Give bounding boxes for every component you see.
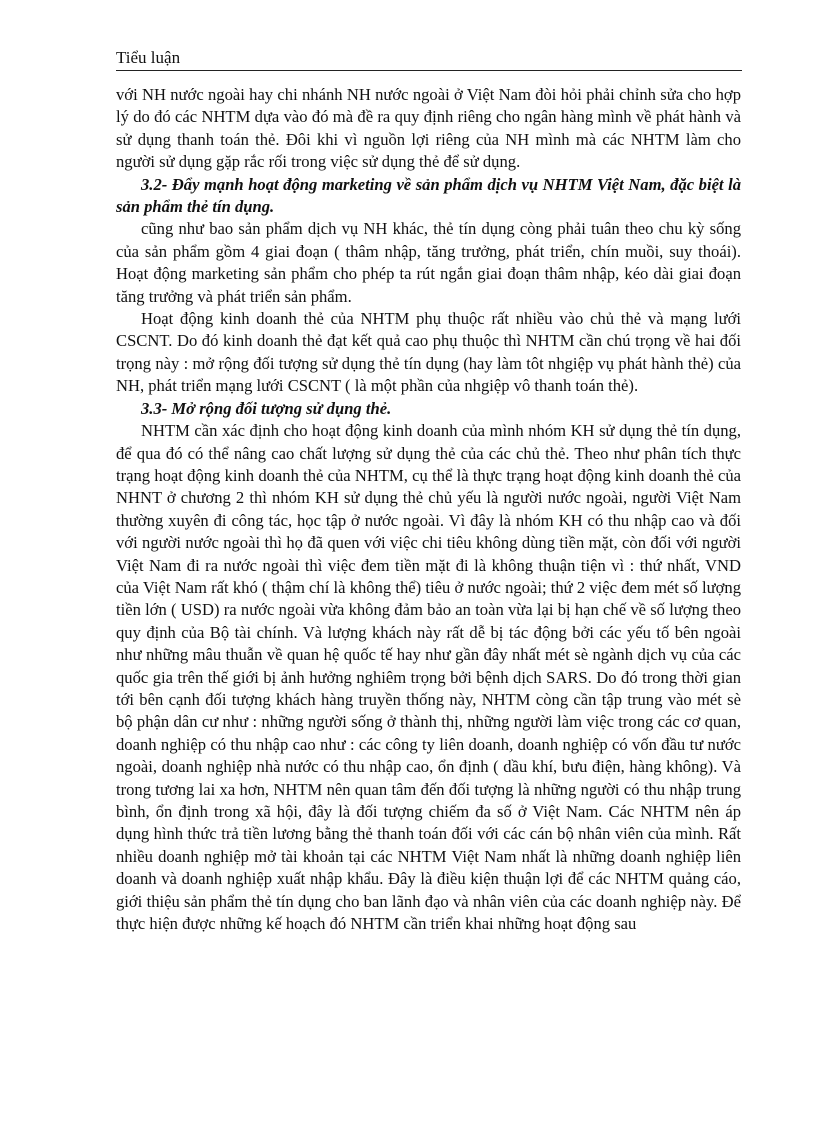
header-title: Tiểu luận: [116, 48, 181, 67]
document-body: [116, 84, 741, 935]
paragraph-expand-users: NHTM cần xác định cho hoạt động kinh doanh của mình nhóm KH sử dụng thẻ tín dụng, để qua đó có thể nâng cao chất lượng sử dụng thẻ của các chủ thẻ. Theo như phân tích thực trạng hoạt động kinh doanh thẻ của NHTM, cụ thể là thực trạng hoạt động kinh doanh thẻ của NHNT ở chương 2 thì nhóm KH sử dụng thẻ chủ yếu là người nước ngoài, người Việt Nam thường xuyên đi công tác, học tập ở nước ngoài. Vì đây là nhóm KH có thu nhập cao và đối với người nước ngoài thì họ đã quen với việc chi tiêu không dùng tiền mặt, còn đối với người Việt Nam đi ra nước ngoài thì việc đem tiền mặt đi là không thuận tiện vì : thứ nhất, VND của Việt Nam rất khó ( thậm chí là không thể) tiêu ở nước ngoài; thứ 2 việc đem mét số lượng tiền lớn ( USD) ra nước ngoài vừa không đảm bảo an toàn vừa lại bị hạn chế về số lượng theo quy định của Bộ tài chính. Và lượng khách này rất dễ bị tác động bởi các yếu tố bên ngoài như những mâu thuẫn về quan hệ quốc tế hay như gần đây nhất mét sè ngành dịch vụ của các quốc gia trên thế giới bị ảnh hưởng nghiêm trọng bởi bệnh dịch SARS. Do đó trong thời gian tới bên cạnh đối tượng khách hàng truyền thống này, NHTM còng cần tập trung vào mét sè bộ phận dân cư như : những người sống ở thành thị, những người làm việc trong các cơ quan, doanh nghiệp có thu nhập cao như : các công ty liên doanh, doanh nghiệp có vốn đầu tư nước ngoài, doanh nghiệp nhà nước có thu nhập cao, ổn định ( dầu khí, bưu điện, hàng không). Và trong tương lai xa hơn, NHTM nên quan tâm đến đối tượng là những người có thu nhập trung bình, ổn định trong xã hội, đây là đối tượng chiếm đa số ở Việt Nam. Các NHTM nên áp dụng hình thức trả tiền lương bằng thẻ thanh toán đối với các cán bộ nhân viên của mình. Rất nhiều doanh nghiệp mở tài khoản tại các NHTM Việt Nam nhất là những doanh nghiệp liên doanh và doanh nghiệp xuất nhập khẩu. Đây là điều kiện thuận lợi để các NHTM quảng cáo, giới thiệu sản phẩm thẻ tín dụng cho ban lãnh đạo và nhân viên của các doanh nghiệp này. Để thực hiện được những kế hoạch đó NHTM cần triển khai những hoạt động sau: [116, 421, 741, 934]
section-heading-3-3: 3.3- Mở rộng đối tượng sử dụng thẻ.: [141, 398, 392, 418]
section-heading-3-2: 3.2- Đẩy mạnh hoạt động marketing về sản phẩm dịch vụ NHTM Việt Nam, đặc biệt là sản phẩm thẻ tín dụng.: [116, 174, 741, 217]
paragraph-continuation: với NH nước ngoài hay chi nhánh NH nước ngoài ở Việt Nam đòi hỏi phải chỉnh sửa cho hợp lý do đó các NHTM dựa vào đó mà đề ra quy định riêng cho ngân hàng mình về phát hành và sử dụng thanh toán thẻ. Đôi khi vì nguồn lợi riêng của NH mình mà các NHTM làm cho người sử dụng gặp rắc rối trong việc sử dụng thẻ để sử dụng.: [116, 85, 741, 172]
paragraph-card-business: Hoạt động kinh doanh thẻ của NHTM phụ thuộc rất nhiều vào chủ thẻ và mạng lưới CSCNT. Do đó kinh doanh thẻ đạt kết quả cao phụ thuộc thì NHTM cần chú trọng về hai đối trọng này : mở rộng đối tượng sử dụng thẻ tín dụng (hay làm tôt nhgiệp vụ phát hành thẻ) của NH, phát triển mạng lưới CSCNT ( là một phần của nhgiệp vô thanh toán thẻ).: [116, 309, 741, 396]
paragraph-product-lifecycle: cũng như bao sản phẩm dịch vụ NH khác, thẻ tín dụng còng phải tuân theo chu kỳ sống của sản phẩm gồm 4 giai đoạn ( thâm nhập, tăng trưởng, phát triển, chín muồi, suy thoái). Hoạt động marketing sản phẩm cho phép ta rút ngắn giai đoạn thâm nhập, kéo dài giai đoạn tăng trưởng và phát triển sản phẩm.: [116, 219, 741, 306]
page-header: [116, 46, 742, 71]
